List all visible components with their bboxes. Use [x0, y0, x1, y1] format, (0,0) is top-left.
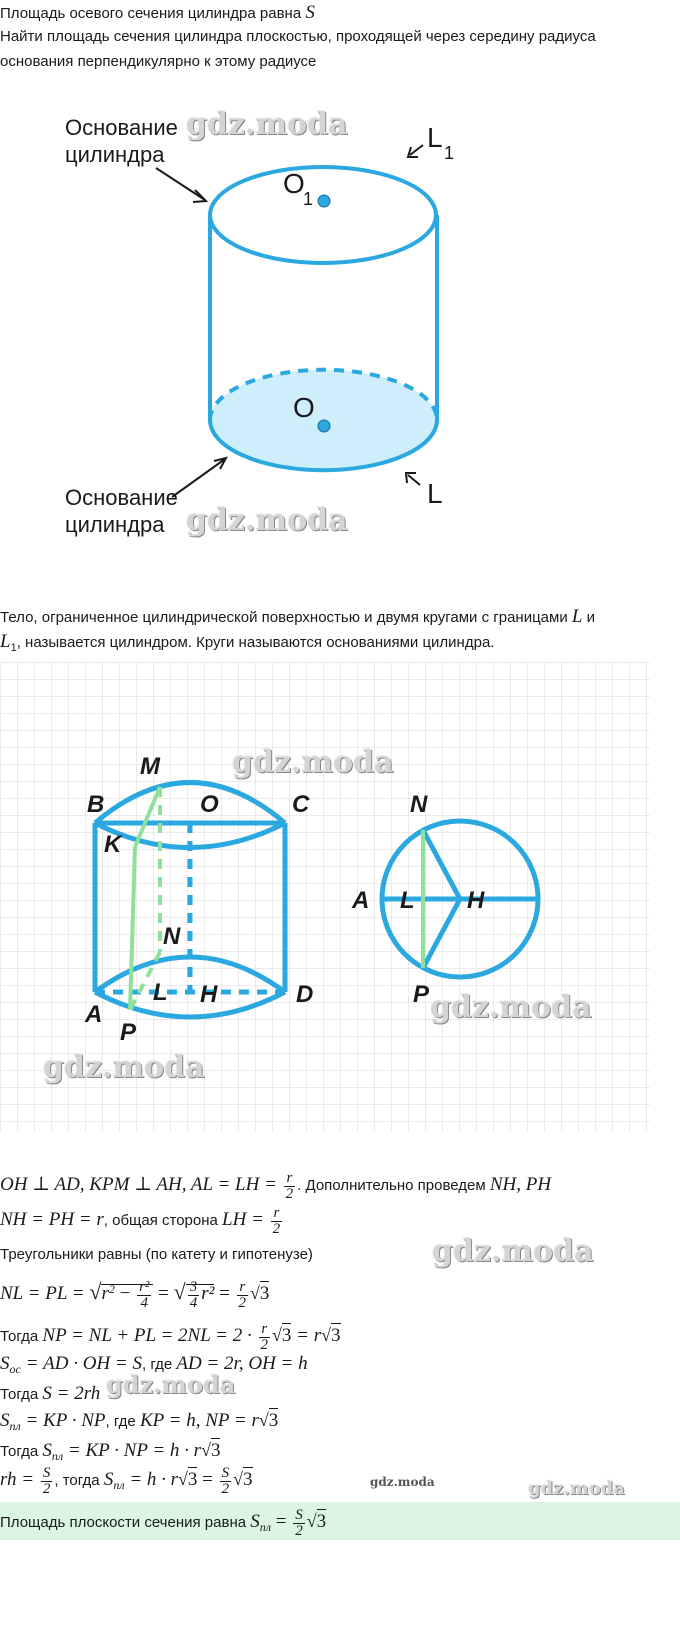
label-D: D [296, 981, 314, 1008]
label-L2: L [153, 979, 168, 1006]
watermark: gdz.moda [370, 1475, 435, 1489]
circle-label-P: P [413, 981, 430, 1008]
bottom-base-label-1: Основание [65, 485, 178, 510]
label-L1-sub: 1 [444, 143, 455, 163]
bottom-base-label-2: цилиндра [65, 512, 165, 537]
label-O2: O [200, 791, 219, 818]
cylinder-figure [0, 85, 680, 645]
circle-label-L: L [400, 887, 415, 914]
solution-line-7: Тогда S = 2rh [0, 1383, 101, 1404]
definition-line-1: Тело, ограниченное цилиндрической поверхностью и двумя кругами с границами L и [0, 606, 595, 627]
solution-line-4: NL = PL = $√r^2$ − $\frac{\text{r²}}{4}$ = √ $\frac{3}{4}$ r² = $\frac{r}{2}$ √3 [0, 1278, 270, 1311]
solution-line-3: Треугольники равны (по катету и гипотенузе) [0, 1246, 313, 1263]
arrow-L [408, 475, 420, 485]
solution-line-5: Тогда NP = NL + PL = 2NL = 2 · $\frac{r}{2}$ √3 = r√3 [0, 1320, 341, 1353]
solution-line-8: $S_{пл}$ = KP · NP, где KP = h, NP = r√3 [0, 1410, 279, 1433]
task-line-2: Найти площадь сечения цилиндра плоскостью, проходящей через середину радиуса [0, 28, 596, 45]
label-L: L [427, 478, 443, 509]
circle-label-H: H [467, 887, 485, 914]
label-L1: L [427, 122, 443, 153]
label-P: P [120, 1019, 137, 1046]
watermark: gdz.moda [186, 503, 348, 538]
solution-line-10: rh = $\frac{S}{2}$ , тогда $S_{пл} = h \cdot r√3$ = $\frac{S}{2}$ √3 [0, 1464, 253, 1497]
label-K: K [104, 831, 122, 858]
solution-line-9: Тогда $S_{пл}$ = KP · NP = h · r√3 [0, 1440, 221, 1463]
top-base-label-1: Основание [65, 115, 178, 140]
center-O1-dot [318, 195, 330, 207]
label-A: A [85, 1001, 103, 1028]
arrow-L1 [410, 145, 423, 155]
label-N: N [163, 923, 181, 950]
label-O1-sub: 1 [303, 189, 314, 209]
label-H: H [200, 981, 218, 1008]
watermark: gdz.moda [432, 1234, 594, 1269]
label-C: C [292, 791, 310, 818]
watermark: gdz.moda [430, 990, 592, 1025]
answer-line: Площадь плоскости сечения равна $S_{пл}$ = $\frac{S}{2}$ √3 [0, 1506, 327, 1539]
top-base-label-2: цилиндра [65, 142, 165, 167]
solution-line-1: OH ⊥ AD, KPM ⊥ AH, AL = LH = $\frac{r}{2}$ . Дополнительно проведем NH, PH [0, 1169, 552, 1202]
arrow-top-base [156, 168, 205, 200]
solution-line-2: NH = PH = r, общая сторона LH = $\frac{r}{2}$ [0, 1204, 281, 1237]
solution-line-6: $S_{ос}$ = AD · OH = S, где AD = 2r, OH = h [0, 1353, 308, 1376]
definition-line-2: $L_1$, называется цилиндром. Круги называются основаниями цилиндра. [0, 631, 495, 654]
top-base-ellipse [210, 167, 436, 263]
label-O: O [293, 392, 315, 423]
center-O-dot [318, 420, 330, 432]
circle-label-N: N [410, 791, 428, 818]
arrow-bottom-base [172, 459, 225, 497]
watermark: gdz.moda [186, 107, 348, 142]
label-B: B [87, 791, 105, 818]
label-M: M [140, 753, 160, 780]
task-line-1: Площадь осевого сечения цилиндра равна S [0, 2, 315, 23]
task-line-3: основания перпендикулярно к этому радиусе [0, 53, 317, 70]
label-O1: O [283, 168, 305, 199]
watermark: gdz.moda [43, 1050, 205, 1085]
circle-label-A: A [352, 887, 370, 914]
watermark: gdz.moda [232, 745, 394, 780]
watermark: gdz.moda [106, 1370, 236, 1399]
watermark: gdz.moda [528, 1478, 625, 1499]
